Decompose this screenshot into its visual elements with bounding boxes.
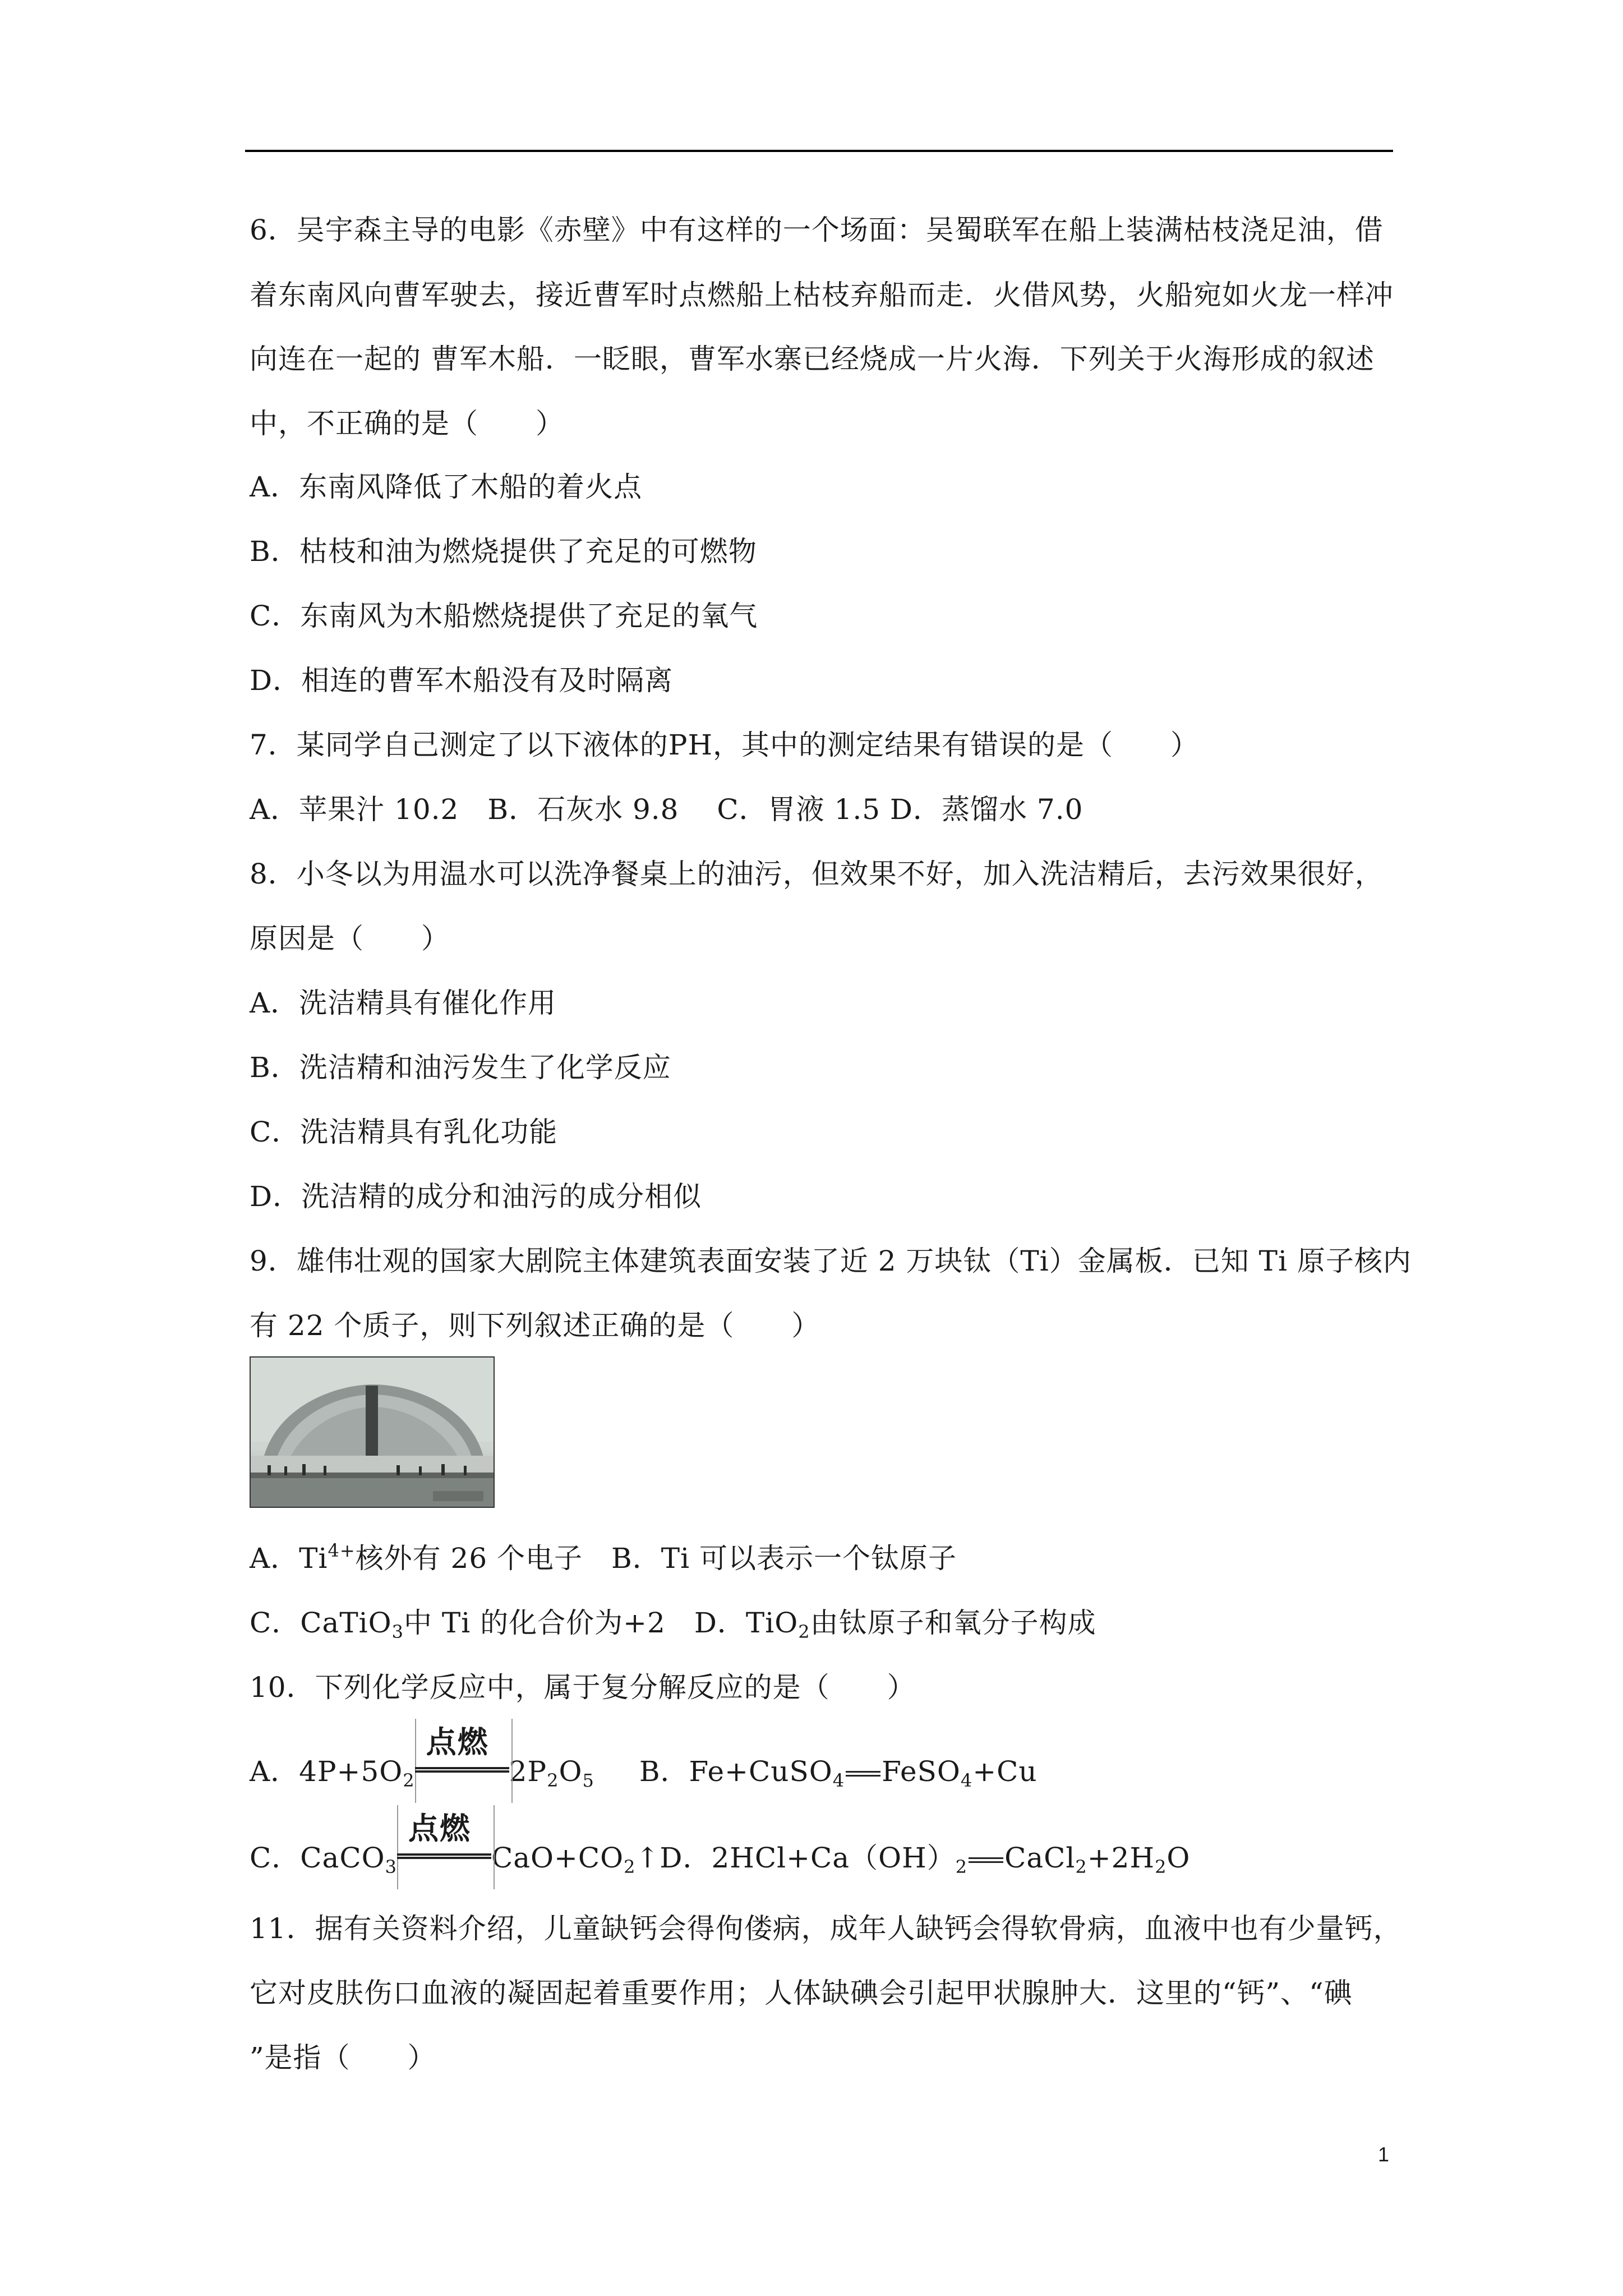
q8-stem-line2: 原因是（ ） bbox=[250, 922, 450, 955]
q10-subscript: 2 bbox=[1075, 1856, 1087, 1878]
q10-subscript: 3 bbox=[385, 1856, 397, 1878]
q9-option-a-b-text: 核外有 26 个电子 B．Ti 可以表示一个钛原子 bbox=[355, 1542, 957, 1575]
q9-options-cd[interactable] bbox=[250, 1606, 1096, 1640]
q11-stem-line3: ”是指（ ） bbox=[250, 2041, 436, 2074]
q10-options-ab[interactable] bbox=[250, 1726, 1038, 1791]
q10-option-d-reactants: ↑D．2HCl+Ca（OH） bbox=[635, 1842, 956, 1874]
q6-stem-line2: 着东南风向曹军驶去，接近曹军时点燃船上枯枝弃船而走．火借风势，火船宛如火龙一样冲 bbox=[250, 279, 1394, 311]
q10-option-b-reactants: B．Fe+CuSO bbox=[639, 1755, 833, 1788]
q7-stem: 7．某同学自己测定了以下液体的PH，其中的测定结果有错误的是（ ） bbox=[250, 729, 1200, 761]
equals-double-line bbox=[397, 1853, 491, 1859]
ignition-condition: 点燃 bbox=[426, 1726, 489, 1759]
q10-option-a-product: 2P bbox=[509, 1755, 547, 1788]
q8-option-d[interactable]: D．洗洁精的成分和油污的成分相似 bbox=[250, 1180, 702, 1213]
q10-option-b-product: FeSO bbox=[882, 1755, 961, 1788]
q9-option-a-prefix: A．Ti bbox=[250, 1542, 328, 1575]
q10-subscript: 4 bbox=[832, 1770, 845, 1791]
q10-stem: 10．下列化学反应中，属于复分解反应的是（ ） bbox=[250, 1671, 916, 1704]
q8-stem-line1: 8．小冬以为用温水可以洗净餐桌上的油污，但效果不好，加入洗洁精后，去污效果很好， bbox=[250, 858, 1384, 890]
q10-subscript: 5 bbox=[582, 1770, 594, 1791]
q9-option-c-sub: 3 bbox=[391, 1621, 404, 1642]
q9-option-c-d-text: 中 Ti 的化合价为+2 D．TiO bbox=[404, 1607, 799, 1639]
q10-option-d-water: +2H bbox=[1087, 1842, 1155, 1874]
grand-theatre-photo bbox=[250, 1356, 495, 1508]
q6-stem-line1: 6．吴宇森主导的电影《赤壁》中有这样的一个场面：吴蜀联军在船上装满枯枝浇足油，借 bbox=[250, 214, 1384, 246]
q8-option-a[interactable]: A．洗洁精具有催化作用 bbox=[250, 987, 557, 1019]
q7-options[interactable]: A．苹果汁 10.2 B．石灰水 9.8 C．胃液 1.5 D．蒸馏水 7.0 bbox=[250, 793, 1083, 826]
q6-option-d[interactable]: D．相连的曹军木船没有及时隔离 bbox=[250, 664, 674, 697]
q6-option-a[interactable]: A．东南风降低了木船的着火点 bbox=[250, 471, 643, 503]
reaction-arrow-ignition bbox=[415, 1726, 509, 1788]
q10-option-d-product: CaCl bbox=[1004, 1842, 1076, 1874]
q9-stem-line1: 9．雄伟壮观的国家大剧院主体建筑表面安装了近 2 万块钛（Ti）金属板．已知 Ti 原子核内 bbox=[250, 1245, 1412, 1277]
q8-option-c[interactable]: C．洗洁精具有乳化功能 bbox=[250, 1116, 558, 1148]
q9-option-d-sub: 2 bbox=[798, 1621, 810, 1642]
q10-subscript: 2 bbox=[1155, 1856, 1167, 1878]
q10-subscript: 2 bbox=[547, 1770, 559, 1791]
q11-stem-line2: 它对皮肤伤口血液的凝固起着重要作用；人体缺碘会引起甲状腺肿大．这里的“钙”、“碘 bbox=[250, 1977, 1353, 2009]
grand-theatre-illustration bbox=[251, 1358, 495, 1508]
q10-subscript: 2 bbox=[403, 1770, 415, 1791]
q10-options-cd[interactable] bbox=[250, 1812, 1191, 1878]
header-rule bbox=[245, 150, 1393, 152]
q10-option-d-water-o: O bbox=[1166, 1842, 1191, 1874]
page-number: 1 bbox=[1378, 2143, 1390, 2166]
equals-double-line bbox=[415, 1767, 509, 1773]
q10-subscript: 2 bbox=[624, 1856, 636, 1878]
q10-option-c-product: CaO+CO bbox=[491, 1842, 624, 1874]
q11-stem-line1: 11．据有关资料介绍，儿童缺钙会得佝偻病，成年人缺钙会得软骨病，血液中也有少量钙， bbox=[250, 1912, 1402, 1945]
q6-stem-line3: 向连在一起的 曹军木船．一眨眼，曹军水寨已经烧成一片火海．下列关于火海形成的叙述 bbox=[250, 343, 1375, 375]
ignition-condition: 点燃 bbox=[408, 1812, 471, 1846]
q9-options-ab[interactable] bbox=[250, 1542, 957, 1575]
q9-stem-line2: 有 22 个质子，则下列叙述正确的是（ ） bbox=[250, 1309, 820, 1342]
q10-subscript: 4 bbox=[960, 1770, 973, 1791]
q10-subscript: 2 bbox=[955, 1856, 968, 1878]
equals-double-line-small bbox=[969, 1857, 1003, 1863]
q6-option-b[interactable]: B．枯枝和油为燃烧提供了充足的可燃物 bbox=[250, 535, 757, 568]
q9-option-c-prefix: C．CaTiO bbox=[250, 1607, 392, 1639]
q6-stem-line4: 中，不正确的是（ ） bbox=[250, 407, 564, 440]
q10-option-a-reactants: A．4P+5O bbox=[250, 1755, 403, 1788]
q9-option-a-charge: 4+ bbox=[328, 1540, 356, 1561]
reaction-arrow-ignition bbox=[397, 1812, 491, 1875]
equals-double-line-small bbox=[846, 1771, 880, 1777]
q10-option-b-product-cu: +Cu bbox=[972, 1755, 1038, 1788]
q8-option-b[interactable]: B．洗洁精和油污发生了化学反应 bbox=[250, 1051, 671, 1084]
q9-option-d-text: 由钛原子和氧分子构成 bbox=[810, 1607, 1096, 1639]
q10-option-a-product-o: O bbox=[559, 1755, 583, 1788]
q10-option-c-reactant: C．CaCO bbox=[250, 1842, 385, 1874]
q6-option-c[interactable]: C．东南风为木船燃烧提供了充足的氧气 bbox=[250, 600, 758, 632]
